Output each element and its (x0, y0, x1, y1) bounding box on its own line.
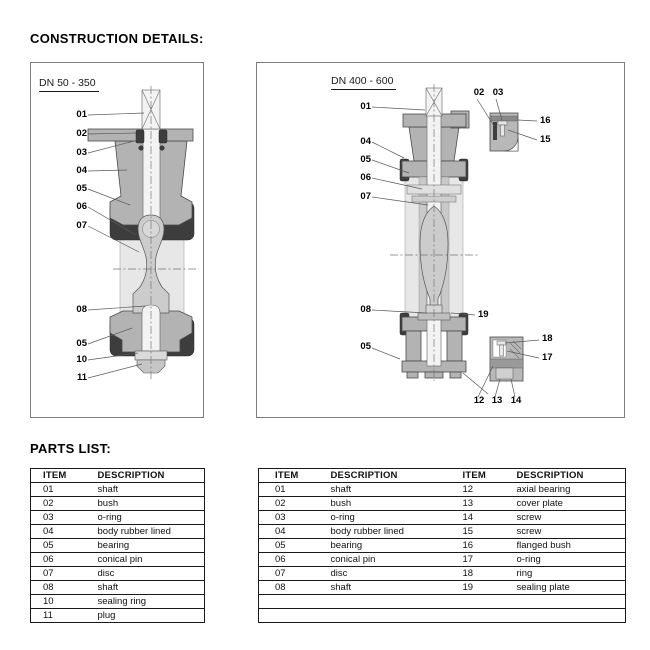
o-ring-right (160, 146, 165, 151)
column-header: DESCRIPTION (98, 469, 205, 483)
table-cell: 17 (461, 553, 517, 567)
table-cell: 12 (461, 483, 517, 497)
table-cell: conical pin (98, 553, 205, 567)
column-header: ITEM (31, 469, 98, 483)
callout-05b: 05 (360, 341, 371, 352)
table-cell (517, 595, 626, 609)
lower-column-left (406, 331, 421, 361)
table-row (31, 567, 205, 581)
table-row (259, 553, 626, 567)
column-header: DESCRIPTION (517, 469, 626, 483)
table-cell: 19 (461, 581, 517, 595)
table-row (31, 595, 205, 609)
table-row (259, 497, 626, 511)
column-header: ITEM (259, 469, 331, 483)
callout-06: 06 (360, 172, 371, 183)
table-cell: 04 (31, 525, 98, 539)
table-row (31, 511, 205, 525)
table-cell: conical pin (331, 553, 461, 567)
callout-02: 02 (473, 87, 485, 98)
table-cell: bush (331, 497, 461, 511)
callout-07: 07 (360, 191, 371, 202)
table-cell: 01 (259, 483, 331, 497)
foot-left (407, 372, 418, 378)
callout-10: 10 (76, 354, 87, 365)
callout-19: 19 (478, 309, 489, 320)
table-cell: 04 (259, 525, 331, 539)
table-cell: 03 (31, 511, 98, 525)
foot-right (450, 372, 461, 378)
table-cell: 06 (31, 553, 98, 567)
callout-07: 07 (76, 220, 87, 231)
callout-14: 14 (510, 395, 522, 406)
table-cell: bearing (331, 539, 461, 553)
table-cell: 06 (259, 553, 331, 567)
diagram-panel-dn50-350 (30, 62, 204, 418)
table-row (31, 539, 205, 553)
callout-01: 01 (76, 109, 87, 120)
table-header-row (31, 469, 205, 483)
table-cell: 11 (31, 609, 98, 623)
callout-17: 17 (542, 352, 553, 363)
callout-11: 11 (76, 372, 87, 383)
table-cell (331, 595, 461, 609)
table-cell: bush (98, 497, 205, 511)
table-row (259, 525, 626, 539)
parts-table-dn50-350 (30, 468, 205, 623)
callout-01: 01 (360, 101, 371, 112)
valve-cross-section-dn50-350 (31, 63, 202, 416)
table-cell: o-ring (517, 553, 626, 567)
variant-label-dn400-600: DN 400 - 600 (331, 75, 396, 90)
table-row (259, 511, 626, 525)
table-cell: body rubber lined (98, 525, 205, 539)
table-cell: 02 (259, 497, 331, 511)
parts-list-title: PARTS LIST: (30, 441, 112, 456)
o-ring-left (139, 146, 144, 151)
table-cell: 15 (461, 525, 517, 539)
callout-06: 06 (76, 201, 87, 212)
table-cell: 13 (461, 497, 517, 511)
callout-15: 15 (540, 134, 551, 145)
table-cell: 05 (31, 539, 98, 553)
lower-column-right (447, 331, 462, 361)
table-cell: o-ring (331, 511, 461, 525)
table-cell: shaft (98, 483, 205, 497)
table-cell: disc (331, 567, 461, 581)
table-cell: o-ring (98, 511, 205, 525)
table-cell: 16 (461, 539, 517, 553)
table-cell: 10 (31, 595, 98, 609)
table-row (259, 595, 626, 609)
table-cell: axial bearing (517, 483, 626, 497)
diagram-panel-dn400-600 (256, 62, 625, 418)
table-row (31, 525, 205, 539)
table-cell (517, 609, 626, 623)
table-cell: disc (98, 567, 205, 581)
table-cell: 07 (259, 567, 331, 581)
table-header-row (259, 469, 626, 483)
callout-08: 08 (360, 304, 371, 315)
callout-04: 04 (360, 136, 371, 147)
callout-03: 03 (492, 87, 504, 98)
table-cell: sealing ring (98, 595, 205, 609)
table-cell: 18 (461, 567, 517, 581)
upper-shaft (143, 129, 160, 225)
table-cell: 08 (31, 581, 98, 595)
bush-right (159, 130, 167, 143)
table-row (259, 483, 626, 497)
table-cell: ring (517, 567, 626, 581)
valve-cross-section-dn400-600 (257, 63, 623, 416)
callout-03: 03 (76, 147, 87, 158)
callout-05: 05 (76, 183, 87, 194)
table-cell: shaft (98, 581, 205, 595)
column-header: ITEM (461, 469, 517, 483)
table-cell (461, 609, 517, 623)
callout-05b: 05 (76, 338, 87, 349)
table-cell: screw (517, 525, 626, 539)
table-cell (331, 609, 461, 623)
variant-label-dn50-350: DN 50 - 350 (39, 77, 99, 92)
table-cell: 08 (259, 581, 331, 595)
table-cell: screw (517, 511, 626, 525)
table-cell: body rubber lined (331, 525, 461, 539)
table-cell: 05 (259, 539, 331, 553)
table-cell (259, 595, 331, 609)
table-cell: 07 (31, 567, 98, 581)
table-row (31, 483, 205, 497)
table-row (259, 567, 626, 581)
column-header: DESCRIPTION (331, 469, 461, 483)
callout-18: 18 (542, 333, 553, 344)
bush-left (136, 130, 144, 143)
table-cell: 01 (31, 483, 98, 497)
table-cell: 02 (31, 497, 98, 511)
table-cell (461, 595, 517, 609)
table-cell: cover plate (517, 497, 626, 511)
table-row (259, 581, 626, 595)
parts-table-dn400-600 (258, 468, 626, 623)
table-row (31, 581, 205, 595)
table-cell (259, 609, 331, 623)
table-row (259, 609, 626, 623)
detail-bottom-right (490, 337, 523, 381)
callout-16: 16 (540, 115, 551, 126)
table-cell: 03 (259, 511, 331, 525)
callout-02: 02 (76, 128, 87, 139)
table-cell: plug (98, 609, 205, 623)
callout-12: 12 (473, 395, 485, 406)
table-row (31, 553, 205, 567)
callout-13: 13 (491, 395, 503, 406)
table-cell: sealing plate (517, 581, 626, 595)
table-row (31, 609, 205, 623)
table-cell: shaft (331, 581, 461, 595)
construction-details-title: CONSTRUCTION DETAILS: (30, 31, 204, 46)
table-row (259, 539, 626, 553)
table-cell: 14 (461, 511, 517, 525)
table-cell: shaft (331, 483, 461, 497)
callout-04: 04 (76, 165, 87, 176)
callout-08: 08 (76, 304, 87, 315)
callout-05: 05 (360, 154, 371, 165)
table-cell: bearing (98, 539, 205, 553)
table-row (31, 497, 205, 511)
table-cell: flanged bush (517, 539, 626, 553)
